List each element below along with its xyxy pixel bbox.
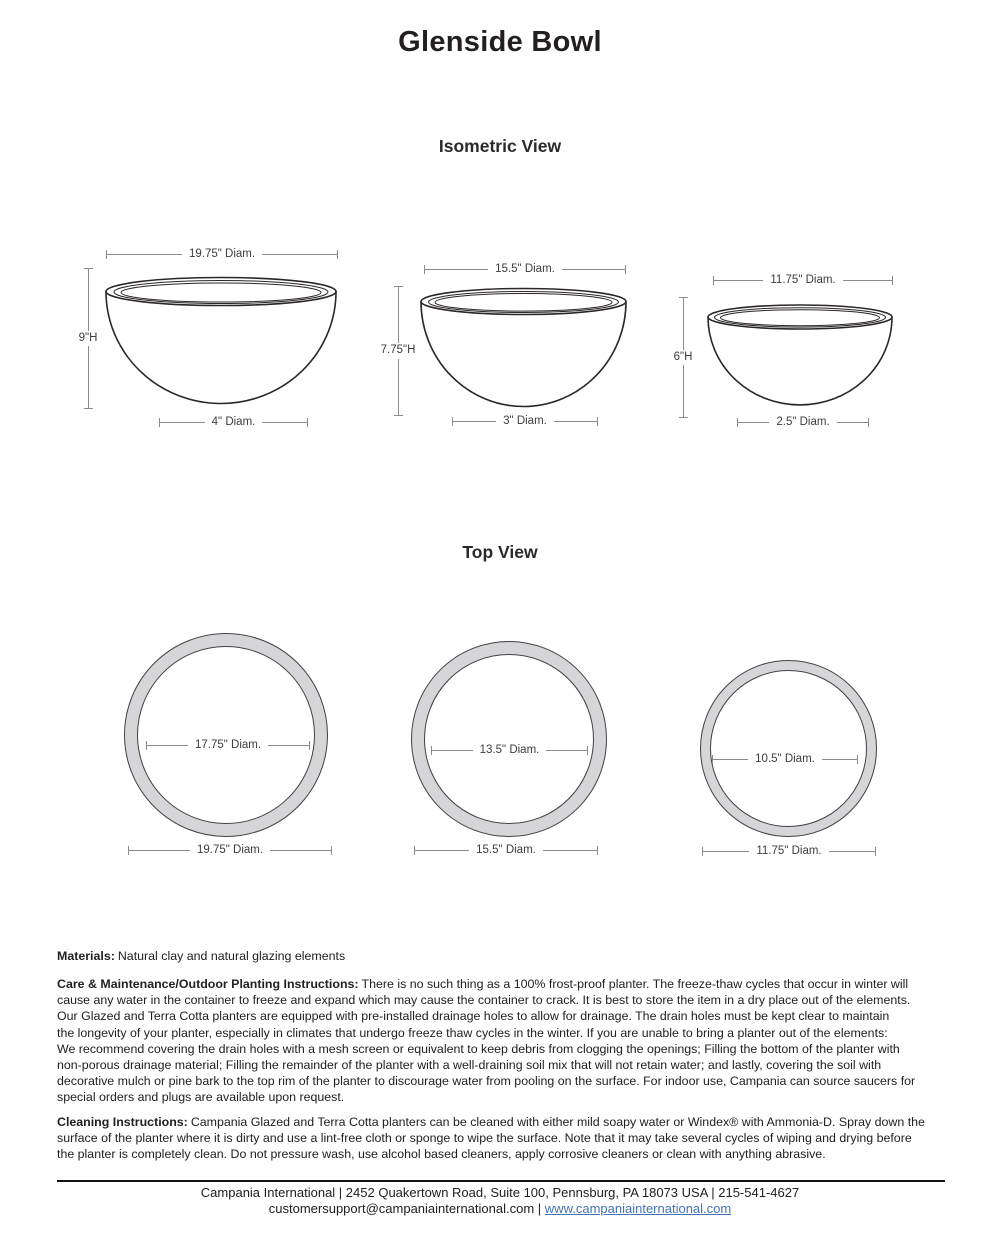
dim-line [262, 254, 337, 255]
dim-tick [309, 741, 310, 750]
materials-label: Materials: [57, 949, 115, 963]
page-title: Glenside Bowl [398, 26, 602, 58]
top-view-heading: Top View [462, 542, 538, 562]
care-label: Care & Maintenance/Outdoor Planting Instructions: [57, 977, 359, 991]
dim-line [88, 269, 89, 331]
dim-line [843, 280, 892, 281]
footer-email: customersupport@campaniainternational.com [268, 1201, 535, 1216]
materials-section [57, 948, 947, 964]
footer-address-line: Campania International | 2452 Quakertown Road, Suite 100, Pennsburg, PA 18073 USA | 215-541-4627 [200, 1185, 800, 1200]
materials-text: Natural clay and natural glazing elements [117, 949, 346, 963]
dim-tick [625, 265, 626, 274]
dim-label: 13.5" Diam. [479, 743, 540, 756]
bowl-topview-large [124, 633, 328, 837]
dim-line [432, 750, 473, 751]
care-line: Our Glazed and Terra Cotta planters are equipped with pre-installed drainage holes to allow for drainage. The drain holes must be kept clear to maintain [57, 1009, 890, 1024]
dim-inner-diameter-medium [431, 743, 588, 756]
cleaning-line: surface of the planter where it is dirty and use a lint-free cloth or sponge to wipe the surface. Note that it may take several cycles of wiping and drying before [57, 1131, 912, 1146]
dim-tick [875, 847, 876, 856]
dim-tick [597, 846, 598, 855]
cleaning-label: Cleaning Instructions: [57, 1115, 188, 1129]
cleaning-line: Campania Glazed and Terra Cotta planters can be cleaned with either mild soapy water or Windex® with Ammonia-D. Spray down the [190, 1115, 925, 1129]
footer-contact-line [0, 1201, 1000, 1216]
dim-line [88, 346, 89, 408]
dim-line [554, 421, 597, 422]
care-line: There is no such thing as a 100% frost-proof planter. The freeze-thaw cycles that occur in winter will [361, 977, 909, 991]
dim-outer-diameter-small [702, 844, 876, 857]
dim-line [546, 750, 587, 751]
dim-tick [587, 746, 588, 755]
dim-line [425, 269, 488, 270]
dim-tick [857, 755, 858, 764]
dim-label: 4" Diam. [211, 415, 256, 428]
dim-label: 3" Diam. [503, 414, 547, 427]
dim-top-diameter-medium [424, 262, 626, 275]
cleaning-line: the planter is completely clean. Do not pressure wash, use alcohol based cleaners, apply corrosive cleaners or clean with anything abrasive. [57, 1147, 826, 1162]
bowl-topview-small [700, 660, 877, 837]
dim-inner-diameter-large [146, 738, 310, 751]
dim-height-small [661, 297, 705, 418]
care-line: non-porous drainage material; Filling the remainder of the planter with a well-draining soil mix that will not retain water; and lastly, covering the soil with [57, 1058, 882, 1073]
dim-tick [84, 408, 93, 409]
dim-label: 2.5" Diam. [776, 415, 830, 428]
dim-inner-diameter-small [712, 752, 858, 765]
dim-line [683, 365, 684, 417]
dim-tick [892, 276, 893, 285]
dim-height-large [66, 268, 110, 409]
dim-bottom-diameter-medium [452, 414, 598, 427]
dim-outer-diameter-large [128, 843, 332, 856]
dim-label: 19.75" Diam. [188, 247, 256, 260]
dim-label: 11.75" Diam. [770, 273, 836, 286]
care-line: the longevity of your planter, especially in climates that undergo freeze thaw cycles in the winter. If you are unable to bring a planter out of the elements: [57, 1025, 888, 1040]
dim-tick [597, 417, 598, 426]
dim-label: 17.75" Diam. [194, 738, 262, 751]
dim-line [829, 851, 875, 852]
dim-label: 9"H [78, 331, 98, 344]
bowl-isometric-large [105, 276, 337, 406]
bowl-opening [424, 654, 594, 824]
care-line: decorative mulch or pine bark to the top rim of the planter to discourage water from pooling on the surface. For indoor use, Campania can source saucers for [57, 1074, 916, 1089]
isometric-view-heading: Isometric View [438, 136, 562, 156]
dim-line [453, 421, 496, 422]
bowl-isometric-medium [420, 287, 627, 409]
dim-label: 15.5" Diam. [495, 262, 555, 275]
dim-line [738, 422, 769, 423]
dim-line [268, 745, 309, 746]
care-line: special orders and plugs are available upon request. [57, 1090, 345, 1105]
care-line: We recommend covering the drain holes with a mesh screen or equivalent to keep debris from clogging the openings; Filling the bottom of the planter with [57, 1041, 900, 1056]
dim-bottom-diameter-small [737, 415, 869, 428]
dim-top-diameter-large [106, 247, 338, 260]
dim-line [822, 759, 857, 760]
dim-label: 6"H [673, 350, 693, 363]
care-line: cause any water in the container to freeze and expand which may cause the container to crack. It is best to store the item in a dry place out of the elements. [57, 993, 911, 1008]
footer-website-link[interactable]: www.campaniainternational.com [544, 1201, 732, 1216]
dim-line [147, 745, 188, 746]
cleaning-section [57, 1114, 947, 1163]
footer-divider [57, 1180, 945, 1182]
dim-line [714, 280, 763, 281]
bowl-topview-medium [411, 641, 607, 837]
dim-tick [868, 418, 869, 427]
dim-line [129, 850, 190, 851]
dim-top-diameter-small [713, 273, 893, 286]
dim-line [562, 269, 625, 270]
dim-label: 11.75" Diam. [756, 844, 822, 857]
dim-tick [337, 250, 338, 259]
dim-bottom-diameter-large [159, 415, 308, 428]
dim-tick [679, 417, 688, 418]
bowl-opening [137, 646, 315, 824]
dim-outer-diameter-medium [414, 843, 598, 856]
dim-tick [307, 418, 308, 427]
dim-label: 10.5" Diam. [755, 752, 815, 765]
dim-line [160, 422, 205, 423]
dim-line [713, 759, 748, 760]
bowl-opening [710, 670, 867, 827]
dim-line [398, 359, 399, 415]
dim-line [270, 850, 331, 851]
dim-line [543, 850, 597, 851]
dim-line [837, 422, 868, 423]
dim-line [262, 422, 307, 423]
dim-tick [331, 846, 332, 855]
footer-separator: | [537, 1201, 542, 1216]
dim-height-medium [374, 286, 422, 416]
dim-label: 19.75" Diam. [196, 843, 264, 856]
dim-line [107, 254, 182, 255]
bowl-isometric-small [707, 304, 893, 408]
dim-label: 15.5" Diam. [476, 843, 536, 856]
dim-label: 7.75"H [380, 344, 416, 357]
dim-line [398, 287, 399, 343]
dim-tick [394, 415, 403, 416]
dim-line [683, 298, 684, 350]
care-section [57, 976, 947, 1106]
dim-line [703, 851, 749, 852]
dim-line [415, 850, 469, 851]
